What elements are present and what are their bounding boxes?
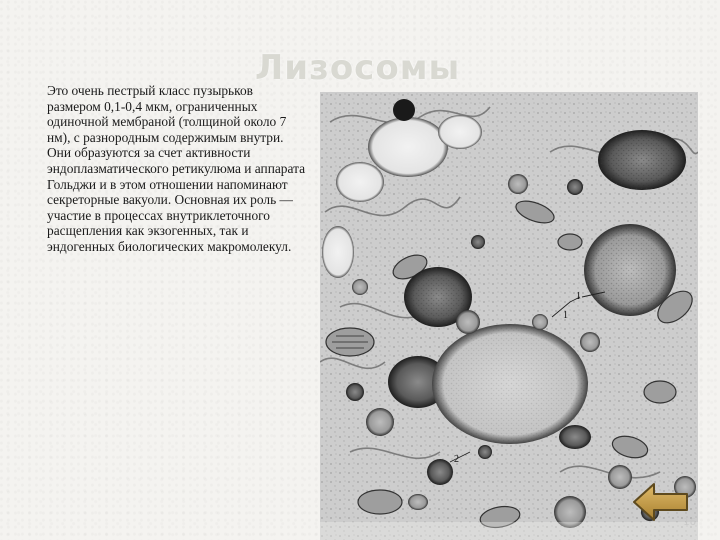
slide-body-text: Это очень пестрый класс пузырьков размером 0,1-0,4 мкм, ограниченных одиночной мембраной (толщиной около 7 нм), с разнородным содержимым внутри. Они образуются за счет активности эндоплазматического ретикулюма и аппарата Гольджи и в этом отношении напоминают секреторные вакуоли. Основная их роль — участие в процессах внутриклеточного расщепления как экзогенных, так и эндогенных биологических макромолекул.	[47, 83, 306, 254]
figure-label: 1	[576, 291, 581, 302]
lysosome-micrograph	[320, 92, 698, 540]
figure-label: 1	[563, 310, 568, 321]
page-number: 16	[683, 517, 696, 528]
figure-label: 2	[454, 454, 459, 465]
slide-title: Лизосомы	[255, 48, 461, 88]
